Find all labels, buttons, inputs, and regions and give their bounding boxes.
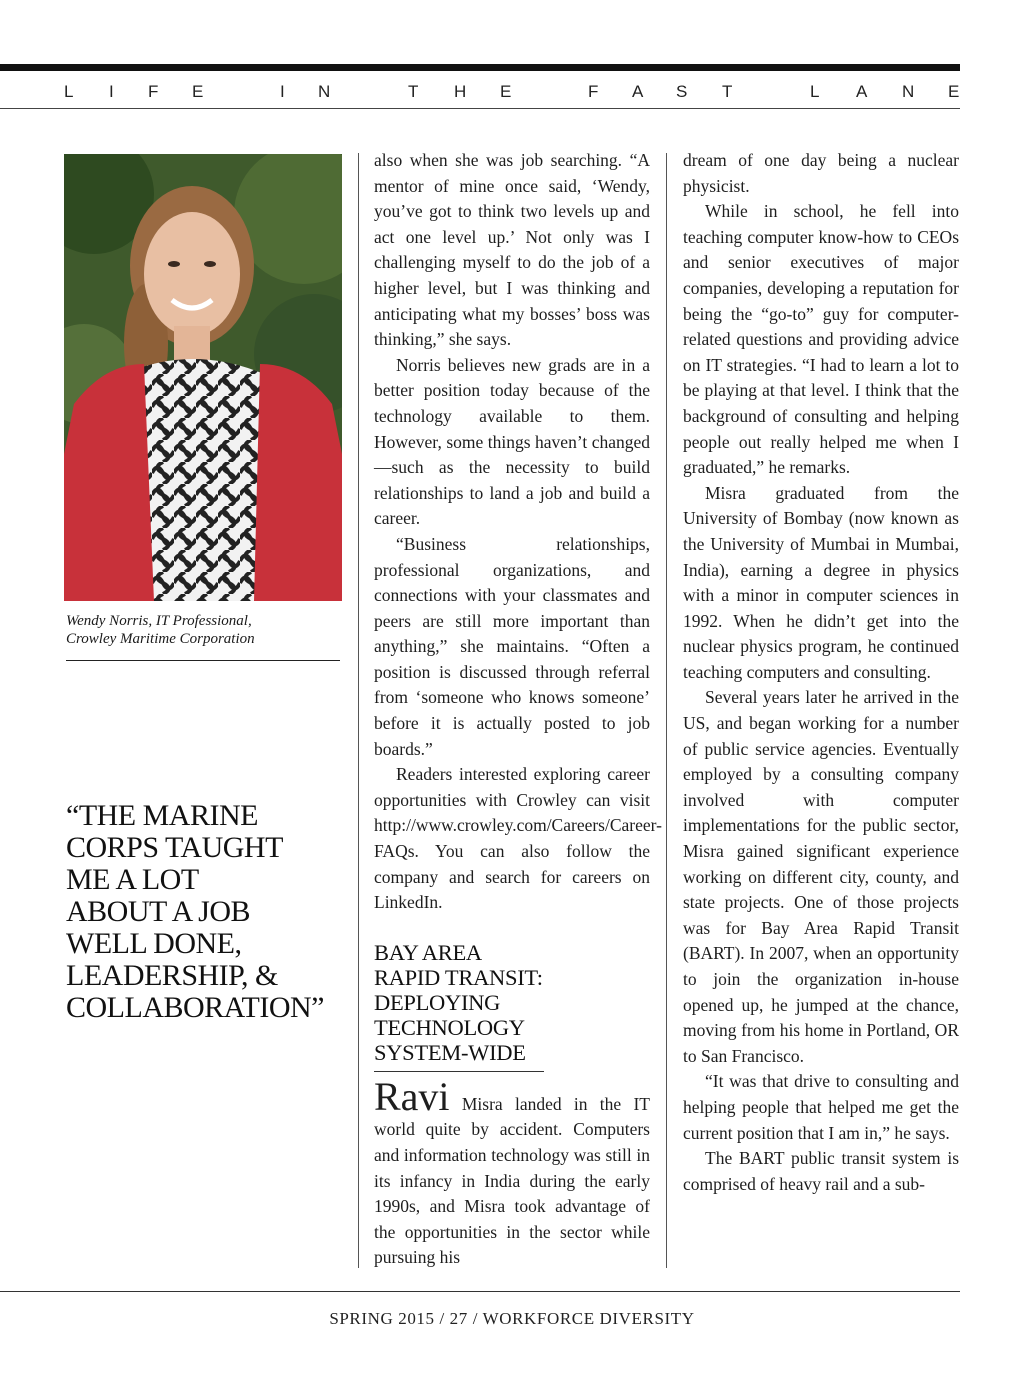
bottom-rule [0, 1291, 960, 1292]
running-head-letter: F [588, 82, 599, 101]
running-head-letter: E [500, 82, 512, 101]
pull-quote-line: WELL DONE, [66, 927, 242, 960]
section-heading-line: DEPLOYING [374, 989, 501, 1015]
running-head-letter: E [948, 82, 960, 101]
article-column-2 [683, 148, 959, 1197]
paragraph: Several years later he arrived in the US, and began working for a number of public service agencies. Eventually employed by a consulting company involved with computer implementations for the public sector, Misra gained significant experience working on different city, county, and state projects. One of those projects was for Bay Area Rapid Transit (BART). In 2007, when an opportunity to join the organization in-house opened up, he jumped at the chance, moving from his home in Portland, OR to San Francisco. [683, 687, 959, 1066]
article-column-1 [374, 148, 662, 1271]
top-rule [0, 64, 960, 71]
running-head-letter: L [64, 82, 74, 101]
paragraph: Misra graduated from the University of Bombay (now known as the University of Mumbai in Mumbai, India), earning a degree in physics with a minor in computer sciences in 1992. When he didn’t get into the nuclear physics program, he continued teaching computers and consulting. [683, 482, 959, 682]
caption-line: Crowley Maritime Corporation [66, 631, 255, 647]
paragraph: also when she was job searching. “A mentor of mine once said, ‘Wendy, you’ve got to think two levels up and act one level up.’ Not only was I challenging myself to do the job of a higher level, but I was thinking and anticipating what my bosses’ boss was thinking,” she says. [374, 150, 650, 350]
section-heading-rule [374, 1071, 544, 1072]
paragraph: Readers interested exploring career opportunities with Crowley can visit http://www.crowley.com/Careers/Career-FAQs. You can also follow the company and search for careers on LinkedIn. [374, 764, 662, 913]
pull-quote [66, 800, 356, 1024]
running-head-letter: T [408, 82, 419, 101]
pull-quote-line: CORPS TAUGHT [66, 831, 283, 864]
running-head-letter: H [454, 82, 467, 101]
pull-quote-line: “THE MARINE [66, 799, 258, 832]
caption-line: Wendy Norris, IT Professional, [66, 613, 252, 629]
column-divider [666, 153, 667, 1268]
paragraph: The BART public transit system is comprised of heavy rail and a sub- [683, 1148, 959, 1194]
running-head-letter: N [318, 82, 331, 101]
pull-quote-line: COLLABORATION” [66, 991, 324, 1024]
section-heading-line: RAPID TRANSIT: [374, 964, 543, 990]
section-heading-line: TECHNOLOGY [374, 1014, 525, 1040]
running-head [0, 78, 960, 109]
running-head-letter: F [148, 82, 159, 101]
drop-word: Ravi [374, 1073, 450, 1119]
portrait-illustration [64, 154, 342, 601]
caption-divider [66, 660, 340, 661]
running-head-letter: A [632, 82, 644, 101]
column-divider [358, 153, 359, 1268]
paragraph: dream of one day being a nuclear physicist. [683, 150, 959, 196]
pull-quote-line: ME A LOT [66, 863, 199, 896]
pull-quote-line: ABOUT A JOB [66, 895, 250, 928]
running-head-letter: N [902, 82, 915, 101]
running-head-letter: T [722, 82, 733, 101]
paragraph: “Business relationships, professional organizations, and connections with your classmates and peers are still more important than anything,” she maintains. “Often a position is discussed through referral from ‘someone who knows someone’ before it is actually posted to job boards.” [374, 533, 650, 759]
photo-caption [66, 612, 342, 648]
portrait-photo [64, 154, 342, 601]
paragraph: “It was that drive to consulting and helping people that helped me get the current position that I am in,” he says. [683, 1071, 959, 1143]
paragraph: While in school, he fell into teaching computer know-how to CEOs and senior executives of major companies, developing a reputation for being the “go-to” guy for computer-related questions and providing advice on IT strategies. “I had to learn a lot to be playing at that level. I think that the background of consulting and helping people out really helped me when I graduated,” he remarks. [683, 201, 959, 478]
section-heading-line: BAY AREA [374, 939, 482, 965]
running-head-letter: I [280, 82, 285, 101]
page-footer: SPRING 2015 / 27 / WORKFORCE DIVERSITY [329, 1309, 695, 1328]
running-head-letter: S [676, 82, 688, 101]
running-head-letter: I [109, 82, 114, 101]
running-head-letter: L [810, 82, 820, 101]
running-head-letter: E [192, 82, 204, 101]
pull-quote-line: LEADERSHIP, & [66, 959, 278, 992]
section-heading-line: SYSTEM-WIDE [374, 1039, 526, 1065]
paragraph: Norris believes new grads are in a better position today because of the technology available to them. However, some things haven’t changed—such as the necessity to build relationships to land a job and build a career. [374, 354, 650, 529]
paragraph-text: Misra landed in the IT world quite by accident. Computers and information technology was still in its infancy in India during the early 1990s, and Misra took advantage of the opportunities in the sector while pursuing his [374, 1093, 650, 1268]
section-heading [374, 940, 650, 1065]
running-head-letter: A [856, 82, 868, 101]
paragraph [374, 1073, 650, 1271]
